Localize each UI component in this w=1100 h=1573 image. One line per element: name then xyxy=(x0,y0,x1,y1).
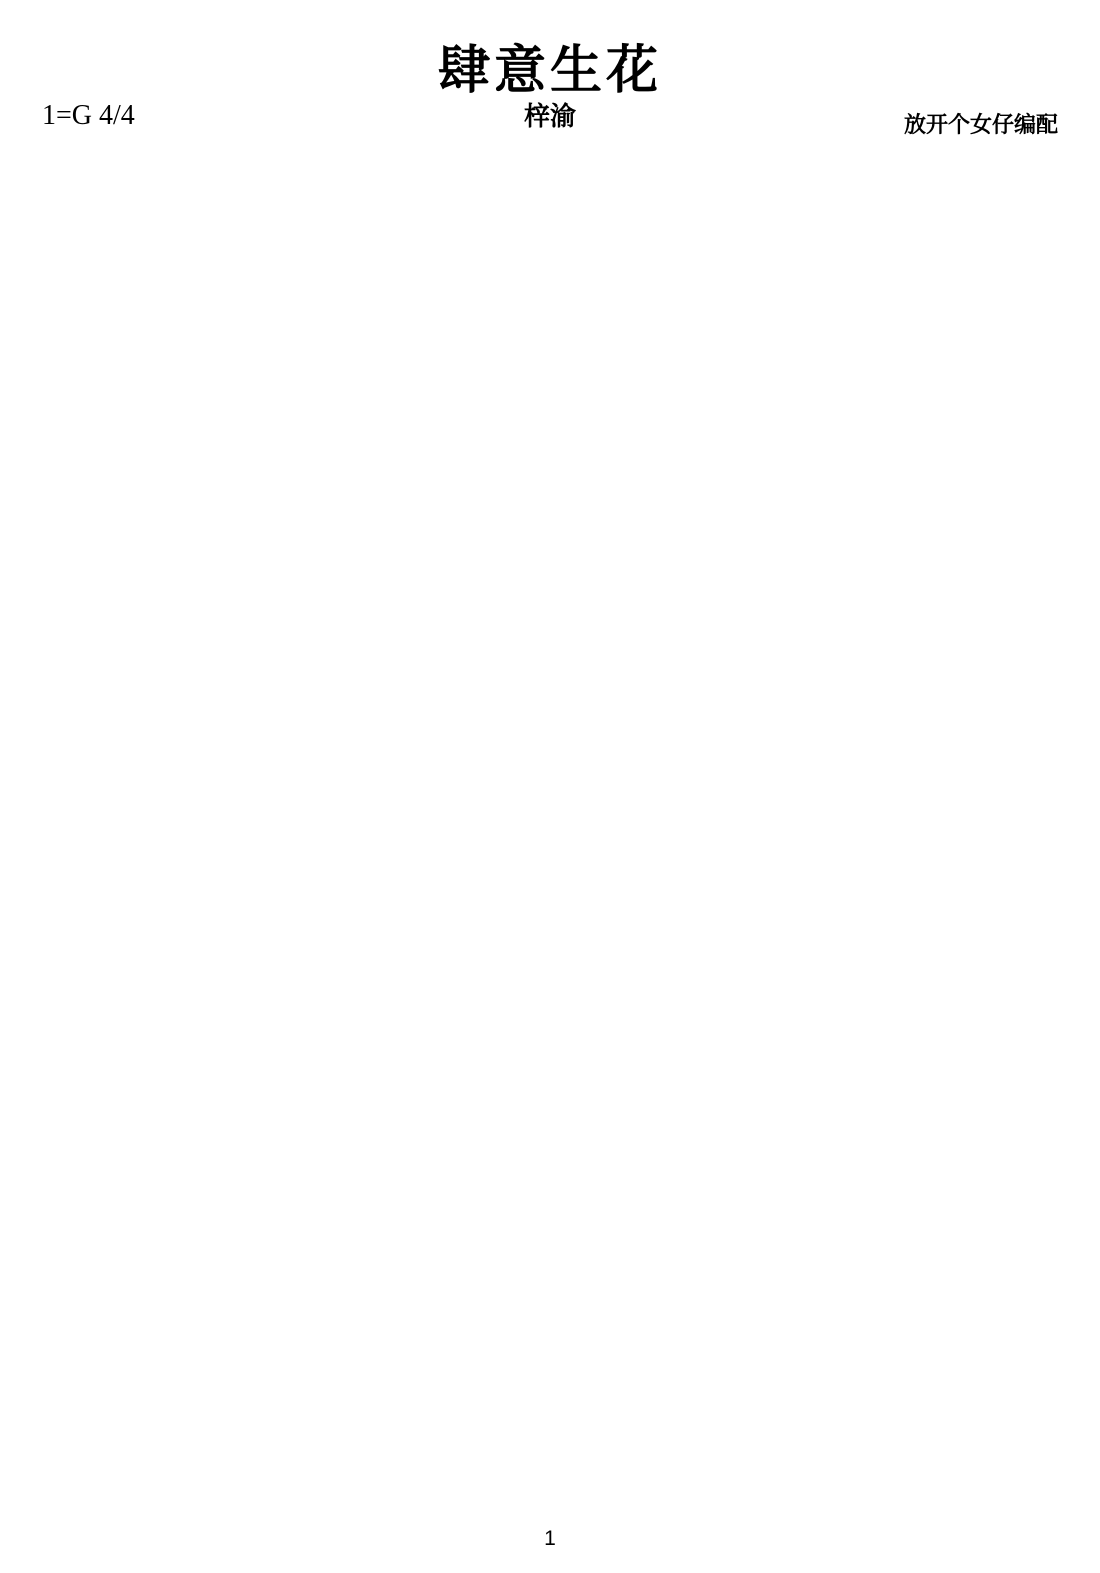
arranger-credit: 放开个女仔编配 xyxy=(903,112,1058,137)
page-number: 1 xyxy=(544,1527,556,1550)
key-signature: 1=G 4/4 xyxy=(42,100,135,131)
artist-name: 梓渝 xyxy=(523,101,576,131)
page-title: 肆意生花 xyxy=(437,42,662,100)
